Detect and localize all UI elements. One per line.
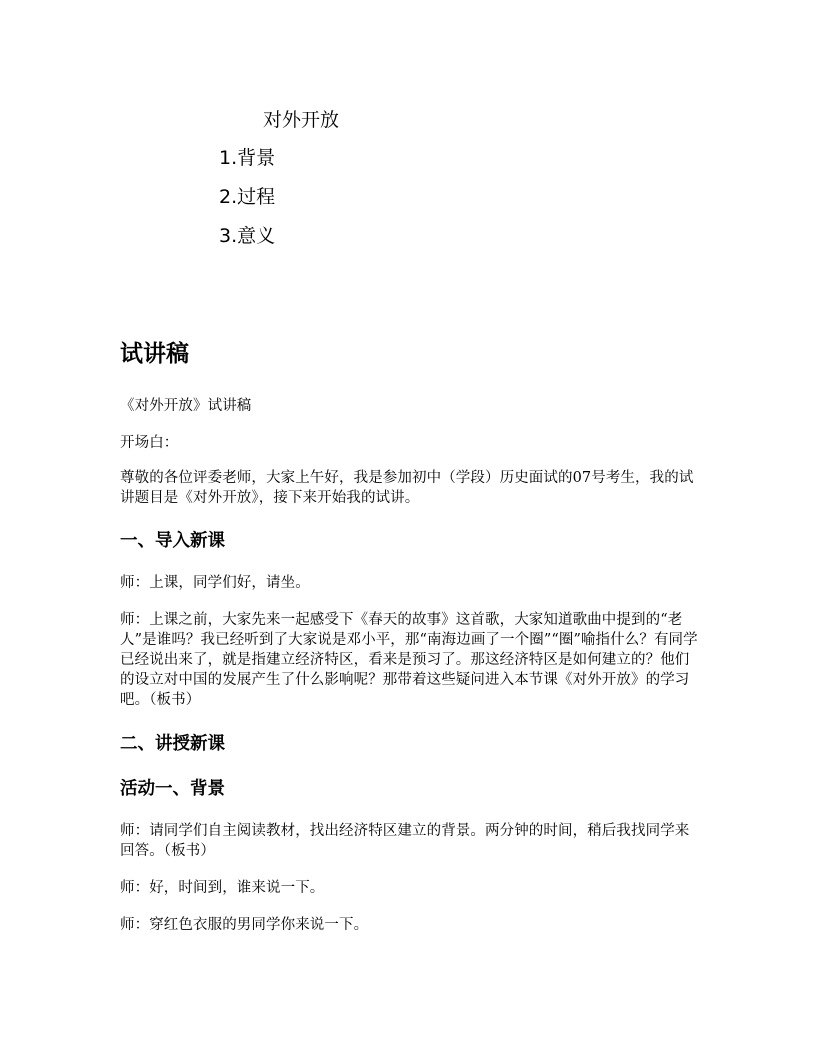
activity-paragraph-time-up: 师：好，时间到，谁来说一下。 xyxy=(120,880,325,896)
activity-paragraph-instruction: 师：请同学们自主阅读教材，找出经济特区建立的背景。两分钟的时间，稍后我找同学来回答。（板书） xyxy=(120,823,690,859)
activity-heading-background: 活动一、背景 xyxy=(120,779,225,799)
document-title: 试讲稿 xyxy=(120,341,189,367)
opening-label: 开场白： xyxy=(120,435,179,451)
intro-paragraph-lead-in: 师：上课之前，大家先来一起感受下《春天的故事》这首歌，大家知道歌曲中提到的“老人”是谁吗？我已经听到了大家说是邓小平，那“南海边画了一个圈”“圈”喻指什么？有同学已经说出来了，就是指建立经济特区，看来是预习了。那这经济特区是如何建立的？他们的设立对中国的发展产生了什么影响呢？那带着这些疑问进入本节课《对外开放》的学习吧。（板书） xyxy=(120,612,698,708)
blackboard-item-significance: 3.意义 xyxy=(219,225,276,247)
activity-paragraph-call-student: 师：穿红色衣服的男同学你来说一下。 xyxy=(120,917,369,933)
section-heading-intro: 一、导入新课 xyxy=(120,531,225,551)
blackboard-outline xyxy=(219,146,275,263)
intro-paragraph-greeting: 师：上课，同学们好，请坐。 xyxy=(120,575,310,591)
blackboard-item-background: 1.背景 xyxy=(219,147,276,169)
section-heading-teaching: 二、讲授新课 xyxy=(120,734,225,754)
blackboard-title: 对外开放 xyxy=(263,109,340,131)
document-subtitle: 《对外开放》试讲稿 xyxy=(120,398,252,414)
blackboard-item-process: 2.过程 xyxy=(219,186,276,208)
opening-paragraph: 尊敬的各位评委老师，大家上午好，我是参加初中（学段）历史面试的07号考生，我的试讲题目是《对外开放》，接下来开始我的试讲。 xyxy=(120,470,694,506)
